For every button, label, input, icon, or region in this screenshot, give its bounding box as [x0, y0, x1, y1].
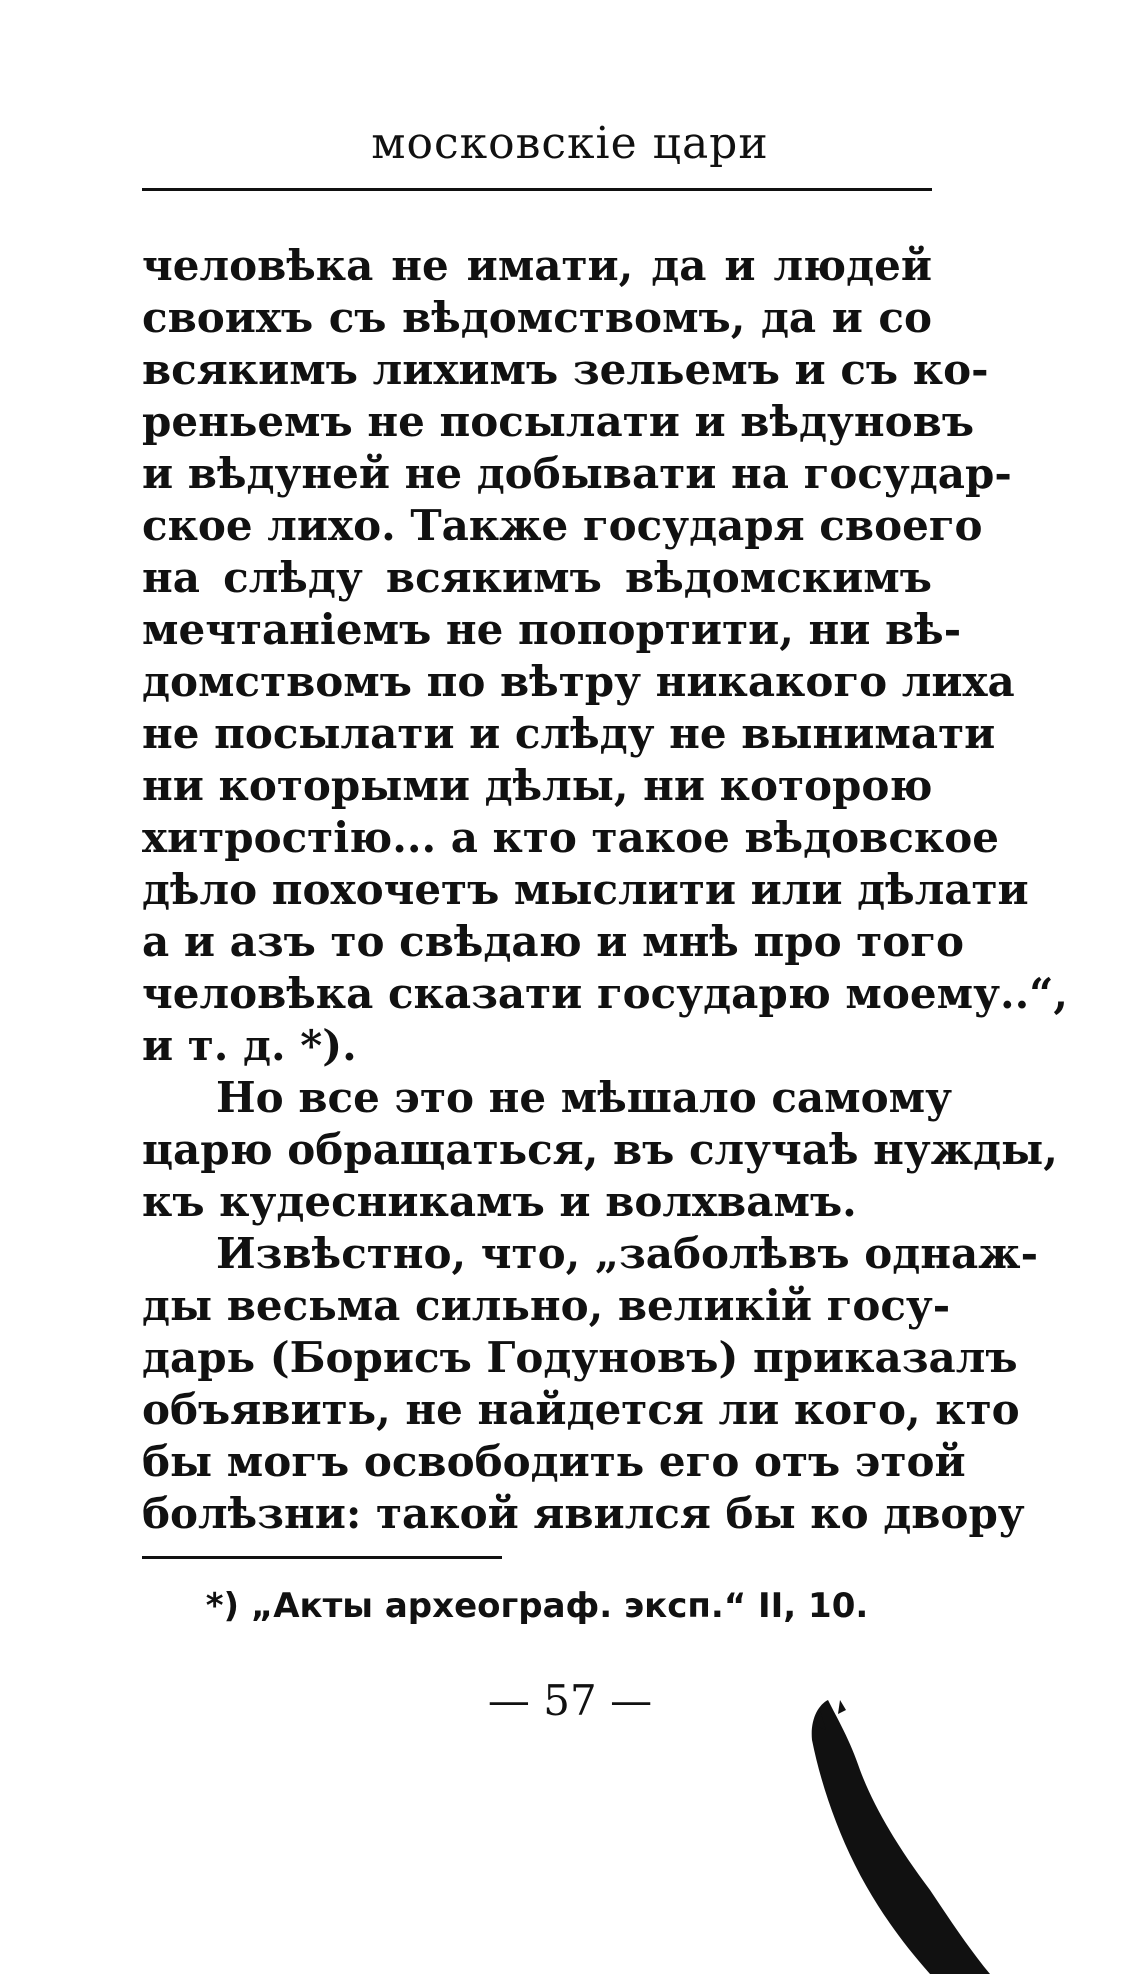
text-line: ское лихо. Также государя своего — [142, 501, 983, 550]
text-line: Но все это не мѣшало самому — [216, 1073, 953, 1122]
text-line: и т. д. *). — [142, 1021, 357, 1070]
text-line: домствомъ по вѣтру никакого лиха — [142, 657, 1015, 706]
text-line: и вѣдуней не добывати на государ- — [142, 449, 1012, 498]
text-line: не посылати и слѣду не вынимати — [142, 709, 996, 758]
running-title: московскіе цари — [371, 118, 769, 169]
text-line: бы могъ освободить его отъ этой — [142, 1437, 966, 1486]
body-text — [142, 240, 1068, 1540]
text-line: Извѣстно, что, „заболѣвъ однаж- — [216, 1229, 1038, 1278]
text-line: всякимъ лихимъ зельемъ и съ ко- — [142, 345, 989, 394]
ink-smudge — [780, 1700, 1000, 1974]
text-line: ды весьма сильно, великій госу- — [142, 1281, 951, 1330]
footnote-rule — [142, 1556, 502, 1559]
text-line: человѣка не имати, да и людей — [142, 241, 932, 290]
text-line: реньемъ не посылати и вѣдуновъ — [142, 397, 975, 446]
text-line: своихъ съ вѣдомствомъ, да и со — [142, 293, 932, 342]
text-line: къ кудесникамъ и волхвамъ. — [142, 1177, 857, 1226]
text-line: на слѣду всякимъ вѣдомскимъ — [142, 553, 932, 602]
text-line: болѣзни: такой явился бы ко двору — [142, 1489, 1025, 1538]
header-rule — [142, 188, 932, 191]
text-line: дѣло похочетъ мыслити или дѣлати — [142, 865, 1029, 914]
text-line: а и азъ то свѣдаю и мнѣ про того — [142, 917, 964, 966]
text-line: хитростію... а кто такое вѣдовское — [142, 813, 1000, 862]
text-line: человѣка сказати государю моему..“, — [142, 969, 1068, 1018]
text-line: мечтаніемъ не попортити, ни вѣ- — [142, 605, 962, 654]
footnote: *) „Акты археограф. эксп.“ II, 10. — [205, 1586, 869, 1626]
text-line: царю обращаться, въ случаѣ нужды, — [142, 1125, 1058, 1174]
text-line: объявить, не найдется ли кого, кто — [142, 1385, 1020, 1434]
page-number: — 57 — — [487, 1676, 653, 1725]
text-line: ни которыми дѣлы, ни которою — [142, 761, 933, 810]
text-line: дарь (Борисъ Годуновъ) приказалъ — [142, 1333, 1018, 1382]
